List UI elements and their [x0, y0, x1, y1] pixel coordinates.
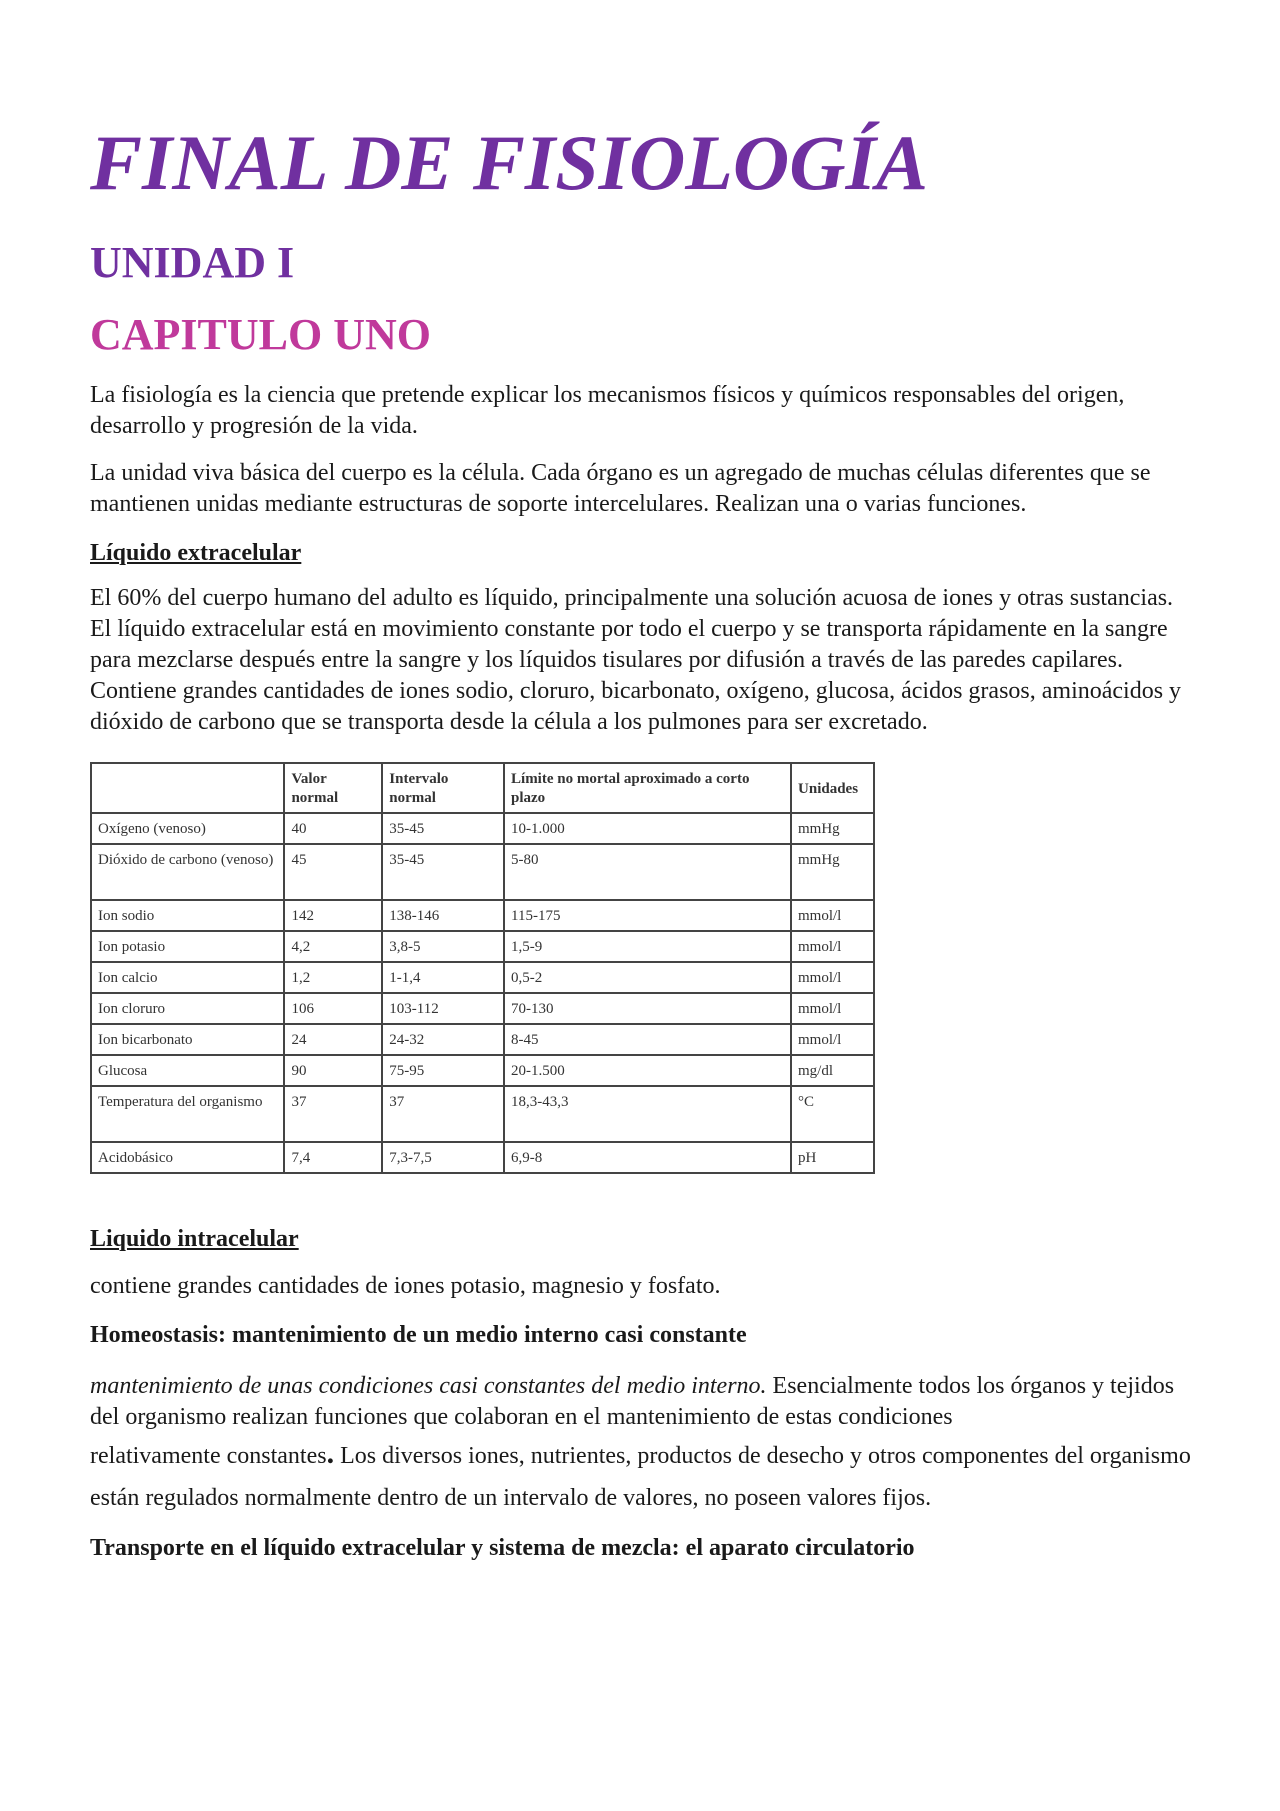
homeostasis-body-1: Esencialmente todos los órganos y tejidos del organismo realizan funciones que colaboran en el mantenimiento de estas condiciones [90, 1373, 1175, 1430]
cell-valor: 7,4 [284, 1142, 382, 1173]
cell-limite: 5-80 [504, 844, 791, 900]
cell-limite: 115-175 [504, 900, 791, 931]
cell-intervalo: 103-112 [382, 993, 504, 1024]
table-body [91, 813, 874, 1173]
cell-valor: 142 [284, 900, 382, 931]
homeostasis-body-2a: relativamente constantes [90, 1443, 327, 1469]
table-row [91, 844, 874, 900]
cell-name: Ion potasio [91, 931, 284, 962]
homeostasis-period: . [326, 1437, 335, 1470]
cell-unidad: mmol/l [791, 900, 874, 931]
cell-intervalo: 37 [382, 1086, 504, 1142]
cell-name: Ion calcio [91, 962, 284, 993]
transporte-heading: Transporte en el líquido extracelular y sistema de mezcla: el aparato circulatorio [90, 1535, 915, 1561]
header-limite-no-mortal: Límite no mortal aproximado a corto plazo [504, 763, 791, 813]
document-content [90, 118, 1200, 1564]
cell-name: Glucosa [91, 1055, 284, 1086]
cell-unidad: mmol/l [791, 962, 874, 993]
cell-limite: 70-130 [504, 993, 791, 1024]
cell-intervalo: 138-146 [382, 900, 504, 931]
cell-valor: 106 [284, 993, 382, 1024]
intracelular-heading: Liquido intracelular [90, 1226, 299, 1252]
cell-limite: 0,5-2 [504, 962, 791, 993]
cell-name: Ion sodio [91, 900, 284, 931]
normal-values-table [90, 762, 875, 1174]
cell-limite: 10-1.000 [504, 813, 791, 844]
cell-valor: 4,2 [284, 931, 382, 962]
cell-unidad: mmHg [791, 844, 874, 900]
cell-limite: 18,3-43,3 [504, 1086, 791, 1142]
cell-unidad: mmHg [791, 813, 874, 844]
cell-name: Oxígeno (venoso) [91, 813, 284, 844]
header-unidades: Unidades [791, 763, 874, 813]
cell-intervalo: 35-45 [382, 844, 504, 900]
homeostasis-heading: Homeostasis: mantenimiento de un medio interno casi constante [90, 1322, 747, 1348]
header-valor-normal: Valor normal [284, 763, 382, 813]
cell-unidad: °C [791, 1086, 874, 1142]
table-row [91, 931, 874, 962]
table-row [91, 962, 874, 993]
unit-heading: UNIDAD I [90, 238, 295, 287]
cell-valor: 24 [284, 1024, 382, 1055]
cell-intervalo: 7,3-7,5 [382, 1142, 504, 1173]
cell-intervalo: 3,8-5 [382, 931, 504, 962]
table-row [91, 1024, 874, 1055]
cell-unidad: mmol/l [791, 993, 874, 1024]
extracelular-paragraph: El 60% del cuerpo humano del adulto es líquido, principalmente una solución acuosa de iones y otras sustancias. El líquido extracelular está en movimiento constante por todo el cuerpo y se transporta rápidamente en la sangre para mezclarse después entre la sangre y los líquidos tisulares por difusión a través de las paredes capilares. Contiene grandes cantidades de iones sodio, cloruro, bicarbonato, oxígeno, glucosa, ácidos grasos, aminoácidos y dióxido de carbono que se transporta desde la célula a los pulmones para ser excretado. [90, 585, 1182, 735]
chapter-heading: CAPITULO UNO [90, 310, 432, 359]
cell-name: Ion bicarbonato [91, 1024, 284, 1055]
intro-paragraph-1: La fisiología es la ciencia que pretende explicar los mecanismos físicos y químicos responsables del origen, desarrollo y progresión de la vida. [90, 382, 1125, 439]
extracelular-heading: Líquido extracelular [90, 540, 302, 566]
cell-unidad: pH [791, 1142, 874, 1173]
intracelular-paragraph: contiene grandes cantidades de iones potasio, magnesio y fosfato. [90, 1273, 721, 1299]
cell-intervalo: 1-1,4 [382, 962, 504, 993]
cell-limite: 6,9-8 [504, 1142, 791, 1173]
cell-name: Ion cloruro [91, 993, 284, 1024]
cell-limite: 1,5-9 [504, 931, 791, 962]
cell-name: Dióxido de carbono (venoso) [91, 844, 284, 900]
cell-unidad: mmol/l [791, 1024, 874, 1055]
homeostasis-body-2c: Los diversos iones, nutrientes, productos de desecho y otros componentes del organismo están regulados normalmente dentro de un intervalo de valores, no poseen valores fijos. [90, 1443, 1191, 1511]
cell-valor: 1,2 [284, 962, 382, 993]
header-intervalo-normal: Intervalo normal [382, 763, 504, 813]
cell-unidad: mg/dl [791, 1055, 874, 1086]
table-row [91, 993, 874, 1024]
cell-intervalo: 75-95 [382, 1055, 504, 1086]
table-row [91, 900, 874, 931]
cell-intervalo: 35-45 [382, 813, 504, 844]
cell-limite: 20-1.500 [504, 1055, 791, 1086]
homeostasis-paragraph-cont [90, 1433, 1200, 1519]
cell-unidad: mmol/l [791, 931, 874, 962]
cell-valor: 37 [284, 1086, 382, 1142]
cell-valor: 40 [284, 813, 382, 844]
cell-name: Temperatura del organismo [91, 1086, 284, 1142]
homeostasis-paragraph [90, 1371, 1200, 1433]
cell-valor: 90 [284, 1055, 382, 1086]
header-empty [91, 763, 284, 813]
table-header-row [91, 763, 874, 813]
intro-paragraph-2: La unidad viva básica del cuerpo es la célula. Cada órgano es un agregado de muchas células diferentes que se mantienen unidas mediante estructuras de soporte intercelulares. Realizan una o varias funciones. [90, 460, 1151, 517]
cell-intervalo: 24-32 [382, 1024, 504, 1055]
table-row [91, 1142, 874, 1173]
table-row [91, 1086, 874, 1142]
cell-name: Acidobásico [91, 1142, 284, 1173]
table-row [91, 1055, 874, 1086]
homeostasis-italic: mantenimiento de unas condiciones casi constantes del medio interno. [90, 1373, 767, 1399]
cell-limite: 8-45 [504, 1024, 791, 1055]
table-row [91, 813, 874, 844]
cell-valor: 45 [284, 844, 382, 900]
document-title: FINAL DE FISIOLOGÍA [90, 119, 928, 206]
